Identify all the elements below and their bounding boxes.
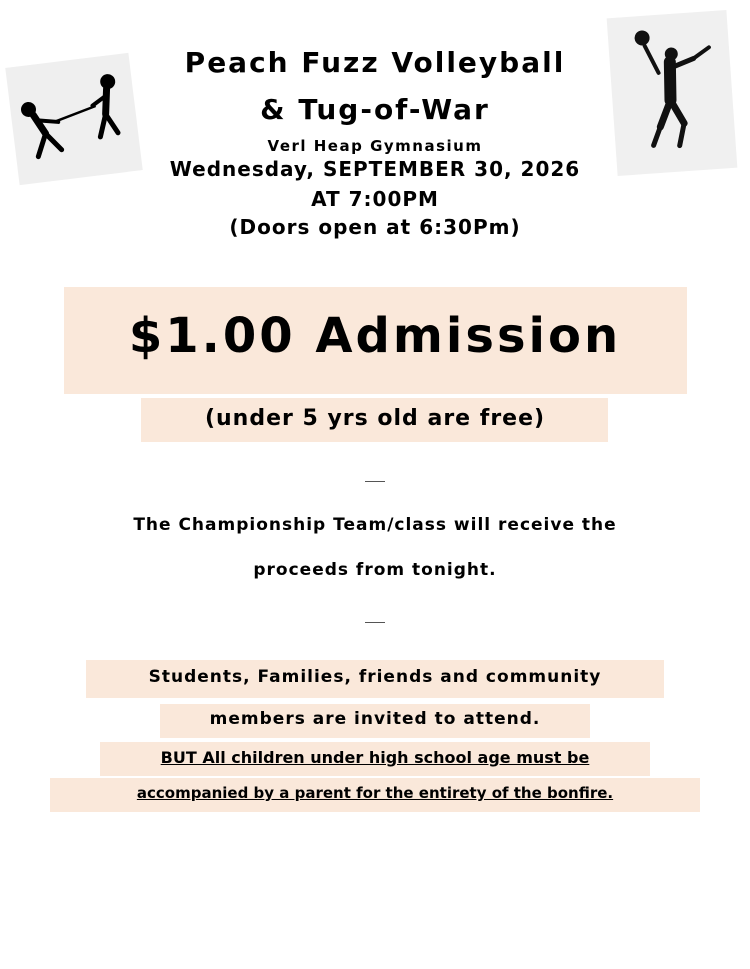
invitation-line-2: members are invited to attend. [209,709,541,729]
free-admission-note: (under 5 yrs old are free) [204,406,546,431]
proceeds-line-2: proceeds from tonight. [253,560,497,580]
event-date: Wednesday, SEPTEMBER 30, 2026 [169,157,581,181]
invitation-line-1: Students, Families, friends and community [148,667,602,687]
event-time: AT 7:00PM [311,187,439,211]
warning-line-2: accompanied by a parent for the entirety of the bonfire. [136,784,614,802]
event-subtitle: & Tug-of-War [260,93,490,126]
divider [365,481,385,482]
venue: Verl Heap Gymnasium [267,137,483,155]
proceeds-line-1: The Championship Team/class will receive the [133,515,617,535]
divider [365,622,385,623]
admission-price: $1.00 Admission [128,308,622,364]
event-title: Peach Fuzz Volleyball [184,46,566,79]
warning-line-1: BUT All children under high school age must be [160,748,590,767]
doors-open-time: (Doors open at 6:30Pm) [229,215,521,239]
